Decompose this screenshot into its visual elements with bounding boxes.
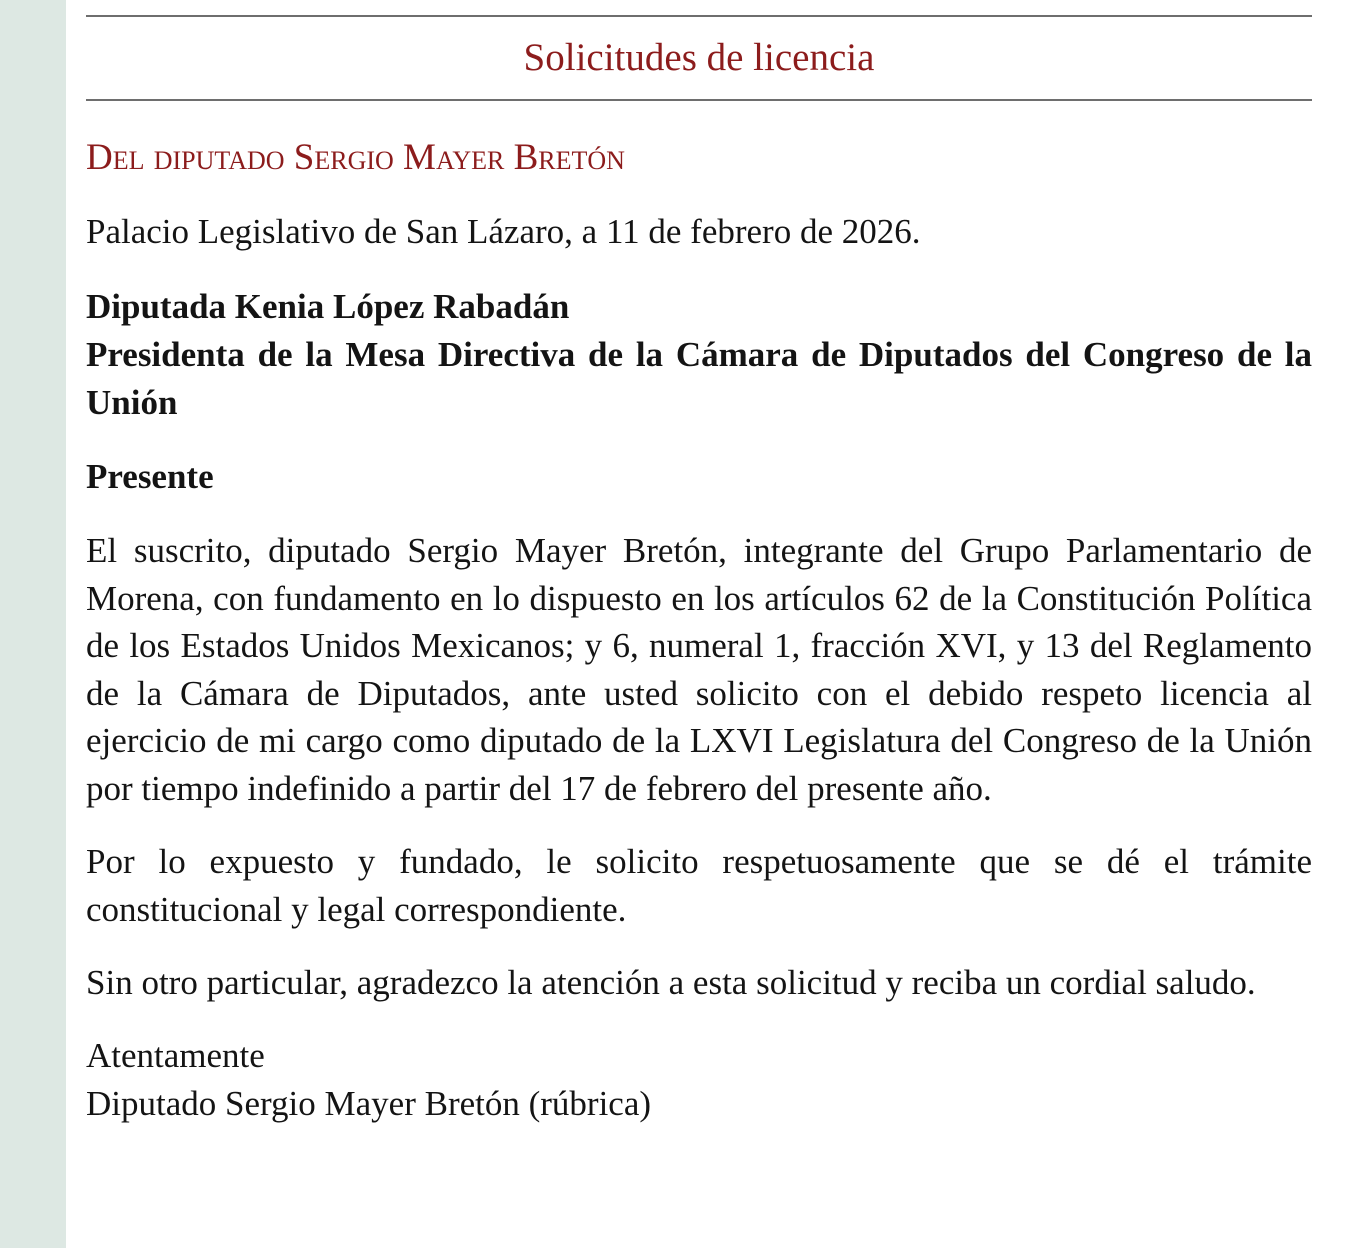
addressee-position: Presidenta de la Mesa Directiva de la Cámara de Diputados del Congreso de la Unión (86, 335, 1312, 422)
valediction: Atentamente (86, 1035, 265, 1075)
body-paragraph-request: El suscrito, diputado Sergio Mayer Bretón, integrante del Grupo Parlamentario de Morena, con fundamento en lo dispuesto en los artículos 62 de la Constitución Política de los Estados Unidos Mexicanos; y 6, numeral 1, fracción XVI, y 13 del Reglamento de la Cámara de Diputados, ante usted solicito con el debido respeto licencia al ejercicio de mi cargo como diputado de la LXVI Legislatura del Congreso de la Unión por tiempo indefinido a partir del 17 de febrero del presente año. (86, 531, 1312, 808)
document-page (86, 0, 1312, 1128)
place-date-line: Palacio Legislativo de San Lázaro, a 11 de febrero de 2026. (86, 212, 921, 251)
greeting: Presente (86, 457, 214, 496)
signature-line: Diputado Sergio Mayer Bretón (rúbrica) (86, 1083, 652, 1123)
top-rule (86, 15, 1312, 17)
section-title: Solicitudes de licencia (523, 36, 875, 79)
closing-block (86, 1032, 1312, 1128)
left-margin-band (0, 0, 66, 1248)
body-paragraph-farewell: Sin otro particular, agradezco la atención a esta solicitud y reciba un cordial saludo. (86, 963, 1256, 1002)
addressee-block (86, 283, 1312, 427)
title-bottom-rule (86, 99, 1312, 101)
addressee-name: Diputada Kenia López Rabadán (86, 287, 570, 326)
body-paragraph-procedure: Por lo expuesto y fundado, le solicito respetuosamente que se dé el trámite constitucional y legal correspondiente. (86, 842, 1312, 929)
sender-heading: Del diputado Sergio Mayer Bretón (86, 137, 625, 178)
